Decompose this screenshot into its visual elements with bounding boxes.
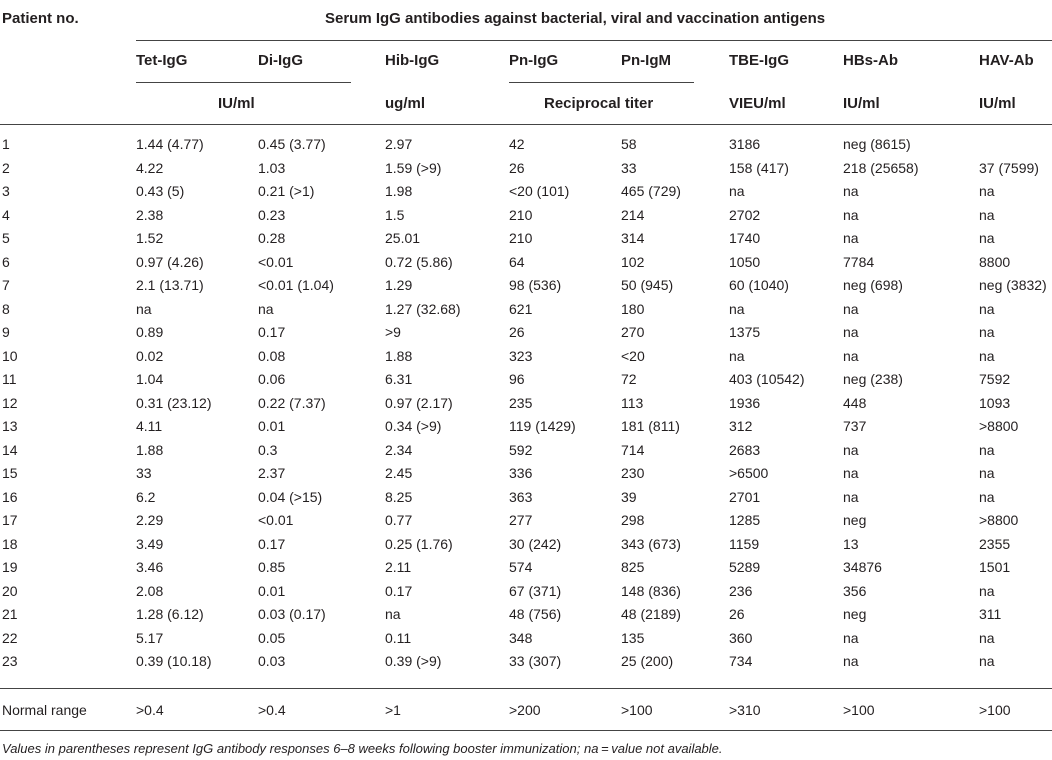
cell-tet-igg: 3.46 bbox=[136, 559, 164, 575]
cell-hbs-ab: na bbox=[843, 324, 859, 340]
cell-patient-no: 7 bbox=[2, 277, 10, 293]
cell-pn-igg: 48 (756) bbox=[509, 606, 562, 622]
cell-pn-igg: 235 bbox=[509, 394, 533, 411]
unit-hib: ug/ml bbox=[385, 95, 425, 112]
cell-tbe-igg: na bbox=[729, 300, 745, 317]
cell-hbs-ab: 13 bbox=[843, 535, 859, 552]
cell-patient-no: 4 bbox=[2, 206, 10, 223]
cell-pn-igm: 270 bbox=[621, 324, 645, 340]
cell-tbe-igg: 2701 bbox=[729, 488, 761, 505]
cell-tbe-igg: na bbox=[729, 183, 745, 199]
cell-pn-igm: 102 bbox=[621, 253, 645, 270]
cell-tbe-igg: 60 (1040) bbox=[729, 277, 789, 293]
cell-hav-ab: na bbox=[979, 230, 995, 246]
cell-patient-no: 10 bbox=[2, 347, 18, 364]
cell-hav-ab: na bbox=[979, 324, 995, 340]
cell-tbe-igg: 312 bbox=[729, 418, 753, 434]
cell-di-igg: 0.21 (>1) bbox=[258, 183, 315, 199]
cell-hav-ab: 7592 bbox=[979, 371, 1011, 387]
cell-hbs-ab: na bbox=[843, 629, 859, 646]
group-title-header: Serum IgG antibodies against bacterial, viral and vaccination antigens bbox=[325, 10, 826, 27]
cell-tbe-igg: 1285 bbox=[729, 512, 761, 528]
cell-tet-igg: 2.08 bbox=[136, 582, 164, 599]
cell-hib-igg: 0.72 (5.86) bbox=[385, 253, 453, 270]
cell-patient-no: 3 bbox=[2, 183, 10, 199]
cell-hib-igg: 0.77 bbox=[385, 512, 413, 528]
cell-hbs-ab: 737 bbox=[843, 418, 867, 434]
cell-hib-igg: 25.01 bbox=[385, 230, 421, 246]
col-header-pn-igg: Pn-IgG bbox=[509, 52, 559, 69]
cell-hbs-ab: na bbox=[843, 300, 859, 317]
cell-hib-igg: 2.11 bbox=[385, 559, 412, 575]
cell-di-igg: 0.05 bbox=[258, 629, 286, 646]
cell-hav-ab: >8800 bbox=[979, 418, 1019, 434]
cell-pn-igm: 135 bbox=[621, 629, 645, 646]
cell-hib-igg: 2.34 bbox=[385, 441, 413, 458]
footnote: Values in parentheses represent IgG antibody responses 6–8 weeks following booster immunization; na = value not available. bbox=[2, 741, 723, 756]
cell-tbe-igg: 5289 bbox=[729, 559, 761, 575]
cell-pn-igg: 67 (371) bbox=[509, 582, 562, 599]
cell-hav-ab: na bbox=[979, 347, 995, 364]
cell-hib-igg: 8.25 bbox=[385, 488, 413, 505]
body-bottom-rule bbox=[0, 688, 1052, 689]
cell-hav-ab: 1501 bbox=[979, 559, 1011, 575]
cell-di-igg: 0.23 bbox=[258, 206, 286, 223]
cell-tet-igg: 0.39 (10.18) bbox=[136, 653, 212, 669]
col-header-tbe-igg: TBE-IgG bbox=[729, 52, 789, 69]
cell-hbs-ab: na bbox=[843, 488, 859, 505]
cell-pn-igm: 180 bbox=[621, 300, 645, 317]
cell-patient-no: 13 bbox=[2, 418, 18, 434]
cell-tbe-igg: >6500 bbox=[729, 465, 769, 481]
cell-hav-ab: neg (3832) bbox=[979, 277, 1047, 293]
cell-hav-ab: 37 (7599) bbox=[979, 159, 1039, 176]
cell-patient-no: 21 bbox=[2, 606, 18, 622]
cell-di-igg: 2.37 bbox=[258, 465, 286, 481]
cell-pn-igm: 39 bbox=[621, 488, 637, 505]
cell-hib-igg: >9 bbox=[385, 324, 401, 340]
cell-di-igg: 0.01 bbox=[258, 582, 286, 599]
cell-hav-ab: 1093 bbox=[979, 394, 1011, 411]
cell-hbs-ab: na bbox=[843, 465, 859, 481]
cell-hav-ab: na bbox=[979, 465, 995, 481]
cell-pn-igm: 58 bbox=[621, 136, 637, 152]
cell-pn-igg: 33 (307) bbox=[509, 653, 562, 669]
cell-pn-igg: 26 bbox=[509, 159, 525, 176]
cell-patient-no: 1 bbox=[2, 136, 10, 152]
cell-tbe-igg: 1936 bbox=[729, 394, 761, 411]
cell-hbs-ab: neg bbox=[843, 512, 867, 528]
cell-tbe-igg: 236 bbox=[729, 582, 753, 599]
cell-tbe-igg: 2683 bbox=[729, 441, 761, 458]
cell-di-igg: na bbox=[258, 300, 274, 317]
cell-tet-igg: 0.31 (23.12) bbox=[136, 394, 212, 411]
normal-range-tet-igg: >0.4 bbox=[136, 702, 164, 718]
cell-tbe-igg: 3186 bbox=[729, 136, 761, 152]
cell-patient-no: 12 bbox=[2, 394, 18, 411]
cell-hbs-ab: na bbox=[843, 347, 859, 364]
cell-di-igg: 0.3 bbox=[258, 441, 278, 458]
cell-tbe-igg: 360 bbox=[729, 629, 753, 646]
cell-tet-igg: 2.29 bbox=[136, 512, 164, 528]
cell-patient-no: 16 bbox=[2, 488, 18, 505]
cell-di-igg: 0.08 bbox=[258, 347, 286, 364]
cell-tet-igg: 1.52 bbox=[136, 230, 164, 246]
cell-hav-ab: >8800 bbox=[979, 512, 1019, 528]
col-header-hbs-ab: HBs-Ab bbox=[843, 52, 898, 69]
cell-patient-no: 14 bbox=[2, 441, 18, 458]
cell-tbe-igg: 1050 bbox=[729, 253, 761, 270]
normal-range-tbe-igg: >310 bbox=[729, 702, 761, 718]
cell-tet-igg: 1.28 (6.12) bbox=[136, 606, 204, 622]
cell-pn-igm: 343 (673) bbox=[621, 535, 681, 552]
cell-hav-ab: na bbox=[979, 300, 995, 317]
cell-hbs-ab: neg (698) bbox=[843, 277, 903, 293]
header-bottom-rule bbox=[0, 124, 1052, 125]
cell-hib-igg: 2.97 bbox=[385, 136, 413, 152]
cell-pn-igm: 33 bbox=[621, 159, 637, 176]
cell-pn-igm: 181 (811) bbox=[621, 418, 680, 434]
cell-tet-igg: 0.43 (5) bbox=[136, 183, 185, 199]
cell-di-igg: 0.03 bbox=[258, 653, 286, 669]
cell-pn-igg: 210 bbox=[509, 230, 533, 246]
cell-di-igg: 0.45 (3.77) bbox=[258, 136, 326, 152]
cell-tet-igg: 1.88 bbox=[136, 441, 164, 458]
cell-pn-igm: 113 bbox=[621, 394, 644, 411]
cell-tet-igg: 0.02 bbox=[136, 347, 164, 364]
cell-patient-no: 2 bbox=[2, 159, 10, 176]
cell-patient-no: 22 bbox=[2, 629, 18, 646]
cell-pn-igm: 25 (200) bbox=[621, 653, 674, 669]
cell-di-igg: <0.01 bbox=[258, 512, 294, 528]
cell-hav-ab: na bbox=[979, 629, 995, 646]
cell-hib-igg: 1.27 (32.68) bbox=[385, 300, 461, 317]
cell-di-igg: <0.01 bbox=[258, 253, 294, 270]
cell-hbs-ab: neg (238) bbox=[843, 371, 903, 387]
cell-hib-igg: 0.25 (1.76) bbox=[385, 535, 453, 552]
cell-pn-igm: 314 bbox=[621, 230, 645, 246]
cell-pn-igm: 825 bbox=[621, 559, 645, 575]
cell-pn-igg: 64 bbox=[509, 253, 525, 270]
cell-tbe-igg: 158 (417) bbox=[729, 159, 789, 176]
cell-tbe-igg: 1159 bbox=[729, 535, 760, 552]
cell-di-igg: 0.04 (>15) bbox=[258, 488, 323, 505]
cell-tbe-igg: 403 (10542) bbox=[729, 371, 805, 387]
cell-pn-igg: 621 bbox=[509, 300, 533, 317]
cell-patient-no: 11 bbox=[2, 371, 17, 387]
cell-hib-igg: 1.29 bbox=[385, 277, 413, 293]
cell-pn-igm: <20 bbox=[621, 347, 645, 364]
cell-pn-igm: 148 (836) bbox=[621, 582, 681, 599]
cell-pn-igg: 574 bbox=[509, 559, 533, 575]
cell-di-igg: 1.03 bbox=[258, 159, 286, 176]
normal-range-hav-ab: >100 bbox=[979, 702, 1011, 718]
cell-hbs-ab: 34876 bbox=[843, 559, 882, 575]
cell-pn-igg: 42 bbox=[509, 136, 525, 152]
cell-patient-no: 17 bbox=[2, 512, 18, 528]
cell-patient-no: 6 bbox=[2, 253, 10, 270]
cell-hib-igg: na bbox=[385, 606, 401, 622]
cell-hav-ab: na bbox=[979, 206, 995, 223]
cell-hav-ab: 2355 bbox=[979, 535, 1011, 552]
cell-tet-igg: 4.11 bbox=[136, 418, 163, 434]
cell-pn-igg: <20 (101) bbox=[509, 183, 570, 199]
cell-patient-no: 8 bbox=[2, 300, 10, 317]
cell-pn-igg: 336 bbox=[509, 465, 533, 481]
cell-hav-ab: na bbox=[979, 441, 995, 458]
patient-no-header: Patient no. bbox=[2, 10, 79, 27]
cell-hbs-ab: 218 (25658) bbox=[843, 159, 919, 176]
cell-pn-igm: 214 bbox=[621, 206, 645, 223]
cell-pn-igm: 465 (729) bbox=[621, 183, 681, 199]
cell-patient-no: 18 bbox=[2, 535, 18, 552]
cell-hbs-ab: neg (8615) bbox=[843, 136, 911, 152]
cell-di-igg: 0.01 bbox=[258, 418, 286, 434]
cell-tet-igg: 4.22 bbox=[136, 159, 164, 176]
cell-tbe-igg: 26 bbox=[729, 606, 745, 622]
cell-tet-igg: 0.97 (4.26) bbox=[136, 253, 204, 270]
cell-hbs-ab: 7784 bbox=[843, 253, 875, 270]
cell-tet-igg: 1.04 bbox=[136, 371, 164, 387]
cell-patient-no: 15 bbox=[2, 465, 18, 481]
col-header-di-igg: Di-IgG bbox=[258, 52, 303, 69]
cell-hib-igg: 1.5 bbox=[385, 206, 405, 223]
cell-hav-ab: na bbox=[979, 488, 995, 505]
normal-range-pn-igg: >200 bbox=[509, 702, 541, 718]
cell-hib-igg: 0.39 (>9) bbox=[385, 653, 442, 669]
cell-hbs-ab: neg bbox=[843, 606, 867, 622]
table-bottom-rule bbox=[0, 730, 1052, 731]
cell-hbs-ab: na bbox=[843, 206, 859, 223]
cell-di-igg: 0.17 bbox=[258, 324, 286, 340]
cell-hbs-ab: na bbox=[843, 230, 859, 246]
cell-pn-igg: 119 (1429) bbox=[509, 418, 576, 434]
cell-di-igg: 0.28 bbox=[258, 230, 286, 246]
unit-tet-di: IU/ml bbox=[218, 95, 255, 112]
normal-range-di-igg: >0.4 bbox=[258, 702, 286, 718]
cell-tbe-igg: 1375 bbox=[729, 324, 761, 340]
unit-tbe: VIEU/ml bbox=[729, 95, 786, 112]
cell-patient-no: 9 bbox=[2, 324, 10, 340]
cell-pn-igm: 50 (945) bbox=[621, 277, 674, 293]
cell-di-igg: 0.22 (7.37) bbox=[258, 394, 326, 411]
cell-pn-igg: 363 bbox=[509, 488, 533, 505]
cell-hib-igg: 0.97 (2.17) bbox=[385, 394, 453, 411]
cell-hav-ab: 8800 bbox=[979, 253, 1011, 270]
cell-tet-igg: 2.38 bbox=[136, 206, 164, 223]
cell-tbe-igg: na bbox=[729, 347, 745, 364]
cell-tet-igg: 5.17 bbox=[136, 629, 164, 646]
cell-patient-no: 19 bbox=[2, 559, 18, 575]
cell-hib-igg: 0.17 bbox=[385, 582, 413, 599]
cell-pn-igg: 30 (242) bbox=[509, 535, 562, 552]
cell-hib-igg: 1.98 bbox=[385, 183, 413, 199]
cell-hbs-ab: na bbox=[843, 183, 859, 199]
unit-hbs: IU/ml bbox=[843, 95, 880, 112]
cell-tet-igg: 2.1 (13.71) bbox=[136, 277, 204, 293]
unit-pn: Reciprocal titer bbox=[544, 95, 654, 112]
cell-di-igg: 0.03 (0.17) bbox=[258, 606, 326, 622]
col-header-tet-igg: Tet-IgG bbox=[136, 52, 188, 69]
cell-hav-ab: na bbox=[979, 183, 995, 199]
cell-di-igg: 0.85 bbox=[258, 559, 286, 575]
cell-hib-igg: 0.11 bbox=[385, 629, 412, 646]
cell-pn-igm: 230 bbox=[621, 465, 645, 481]
cell-hav-ab: na bbox=[979, 582, 995, 599]
cell-pn-igm: 298 bbox=[621, 512, 645, 528]
normal-range-pn-igm: >100 bbox=[621, 702, 653, 718]
cell-tet-igg: na bbox=[136, 300, 152, 317]
cell-tet-igg: 33 bbox=[136, 465, 152, 481]
cell-tbe-igg: 2702 bbox=[729, 206, 761, 223]
cell-tbe-igg: 734 bbox=[729, 653, 753, 669]
cell-tet-igg: 6.2 bbox=[136, 488, 156, 505]
normal-range-hib-igg: >1 bbox=[385, 702, 401, 718]
cell-pn-igg: 96 bbox=[509, 371, 525, 387]
col-header-pn-igm: Pn-IgM bbox=[621, 52, 671, 69]
cell-patient-no: 20 bbox=[2, 582, 18, 599]
cell-di-igg: 0.17 bbox=[258, 535, 286, 552]
cell-pn-igg: 592 bbox=[509, 441, 533, 458]
cell-pn-igg: 348 bbox=[509, 629, 533, 646]
cell-tet-igg: 0.89 bbox=[136, 324, 164, 340]
cell-pn-igm: 714 bbox=[621, 441, 645, 458]
cell-hib-igg: 0.34 (>9) bbox=[385, 418, 442, 434]
cell-di-igg: <0.01 (1.04) bbox=[258, 277, 334, 293]
cell-pn-igg: 98 (536) bbox=[509, 277, 562, 293]
cell-tet-igg: 3.49 bbox=[136, 535, 164, 552]
cell-hbs-ab: 448 bbox=[843, 394, 867, 411]
cell-patient-no: 23 bbox=[2, 653, 18, 669]
cell-pn-igg: 323 bbox=[509, 347, 533, 364]
cell-pn-igm: 72 bbox=[621, 371, 637, 387]
cell-di-igg: 0.06 bbox=[258, 371, 286, 387]
cell-pn-igg: 26 bbox=[509, 324, 525, 340]
cell-hib-igg: 1.88 bbox=[385, 347, 413, 364]
cell-tet-igg: 1.44 (4.77) bbox=[136, 136, 204, 152]
cell-pn-igg: 210 bbox=[509, 206, 533, 223]
normal-range-hbs-ab: >100 bbox=[843, 702, 875, 718]
cell-patient-no: 5 bbox=[2, 230, 10, 246]
cell-hib-igg: 2.45 bbox=[385, 465, 413, 481]
cell-pn-igg: 277 bbox=[509, 512, 533, 528]
cell-pn-igm: 48 (2189) bbox=[621, 606, 681, 622]
pn-rule bbox=[509, 82, 694, 83]
group-rule bbox=[136, 40, 1052, 41]
cell-hib-igg: 6.31 bbox=[385, 371, 413, 387]
cell-hav-ab: na bbox=[979, 653, 995, 669]
cell-hbs-ab: 356 bbox=[843, 582, 867, 599]
tet-di-rule bbox=[136, 82, 351, 83]
unit-hav: IU/ml bbox=[979, 95, 1016, 112]
col-header-hav-ab: HAV-Ab bbox=[979, 52, 1034, 69]
cell-hav-ab: 311 bbox=[979, 606, 1002, 622]
cell-hbs-ab: na bbox=[843, 441, 859, 458]
cell-hib-igg: 1.59 (>9) bbox=[385, 159, 442, 176]
cell-hbs-ab: na bbox=[843, 653, 859, 669]
cell-tbe-igg: 1740 bbox=[729, 230, 761, 246]
col-header-hib-igg: Hib-IgG bbox=[385, 52, 440, 69]
normal-range-label: Normal range bbox=[2, 702, 87, 718]
